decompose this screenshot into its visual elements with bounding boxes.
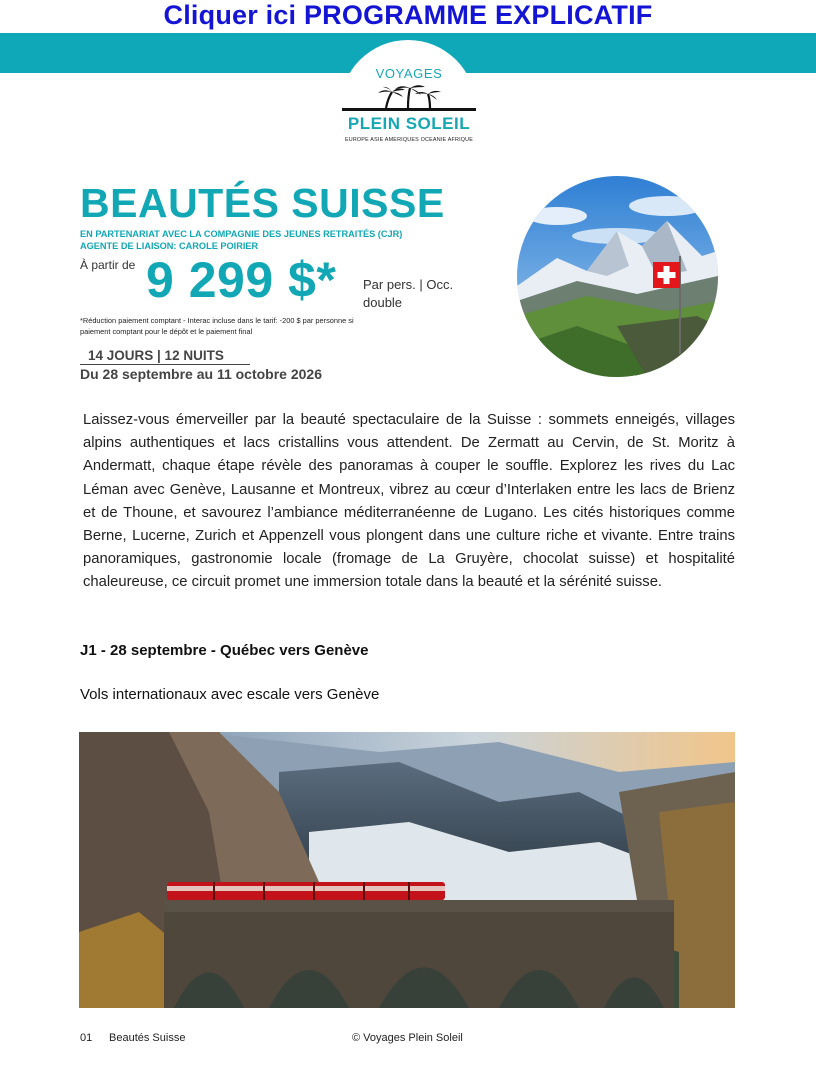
footer-copyright: © Voyages Plein Soleil bbox=[352, 1032, 463, 1044]
agent-line: AGENTE DE LIAISON: CAROLE POIRIER bbox=[80, 241, 259, 251]
footer-page-number: 01 bbox=[80, 1032, 93, 1044]
price-disclaimer: *Réduction paiement comptant - Interac incluse dans le tarif: -200 $ par personne si paiement comptant pour le dépôt et le paiement final bbox=[80, 316, 354, 336]
logo-top-text: VOYAGES bbox=[375, 66, 443, 81]
viaduct-train-photo bbox=[79, 732, 735, 1008]
price-basis: Par pers. | Occ. double bbox=[363, 277, 454, 310]
logo-subtitle: EUROPE ASIE AMERIQUES OCEANIE AFRIQUE bbox=[344, 137, 474, 143]
trip-dates: Du 28 septembre au 11 octobre 2026 bbox=[80, 366, 322, 382]
trip-description: Laissez-vous émerveiller par la beauté spectaculaire de la Suisse : sommets enneigés, villages alpins authentiques et lacs cristallins vous attendent. De Zermatt au Cervin, de St. Moritz à Andermatt, chaque étape révèle des panoramas à couper le souffle. Explorez les rives du Lac Léman avec Genève, Lausanne et Montreux, vibrez au cœur d’Interlaken entre les lacs de Brienz et de Thoune, et savourez l’ambiance méditerranéenne de Lugano. Les cités historiques comme Berne, Lucerne, Zurich et Appenzell vous plongent dans une culture riche et vivante. Entre trains panoramiques, gastronomie locale (fromage de La Gruyère, chocolat suisse) et hospitalité chaleureuse, ce circuit promet une immersion totale dans la beauté et la sérénité suisse. bbox=[83, 412, 735, 591]
partner-line: EN PARTENARIAT AVEC LA COMPAGNIE DES JEUNES RETRAITÉS (CJR) bbox=[80, 229, 403, 239]
day1-text: Vols internationaux avec escale vers Genève bbox=[80, 686, 380, 703]
palm-trees-icon bbox=[342, 84, 476, 114]
logo-main-text: PLEIN SOLEIL bbox=[347, 114, 471, 133]
logo bbox=[336, 66, 482, 156]
partner-info bbox=[80, 228, 402, 252]
day1-title: J1 - 28 septembre - Québec vers Genève bbox=[80, 642, 369, 659]
alps-flag-photo bbox=[517, 176, 718, 377]
footer-document-title: Beautés Suisse bbox=[109, 1032, 186, 1044]
price: 9 299 $* bbox=[146, 252, 337, 308]
from-label: À partir de bbox=[80, 258, 136, 272]
trip-title: BEAUTÉS SUISSE bbox=[80, 180, 445, 226]
trip-duration: 14 JOURS | 12 NUITS bbox=[80, 348, 250, 365]
programme-link[interactable]: Cliquer ici PROGRAMME EXPLICATIF bbox=[163, 0, 653, 30]
